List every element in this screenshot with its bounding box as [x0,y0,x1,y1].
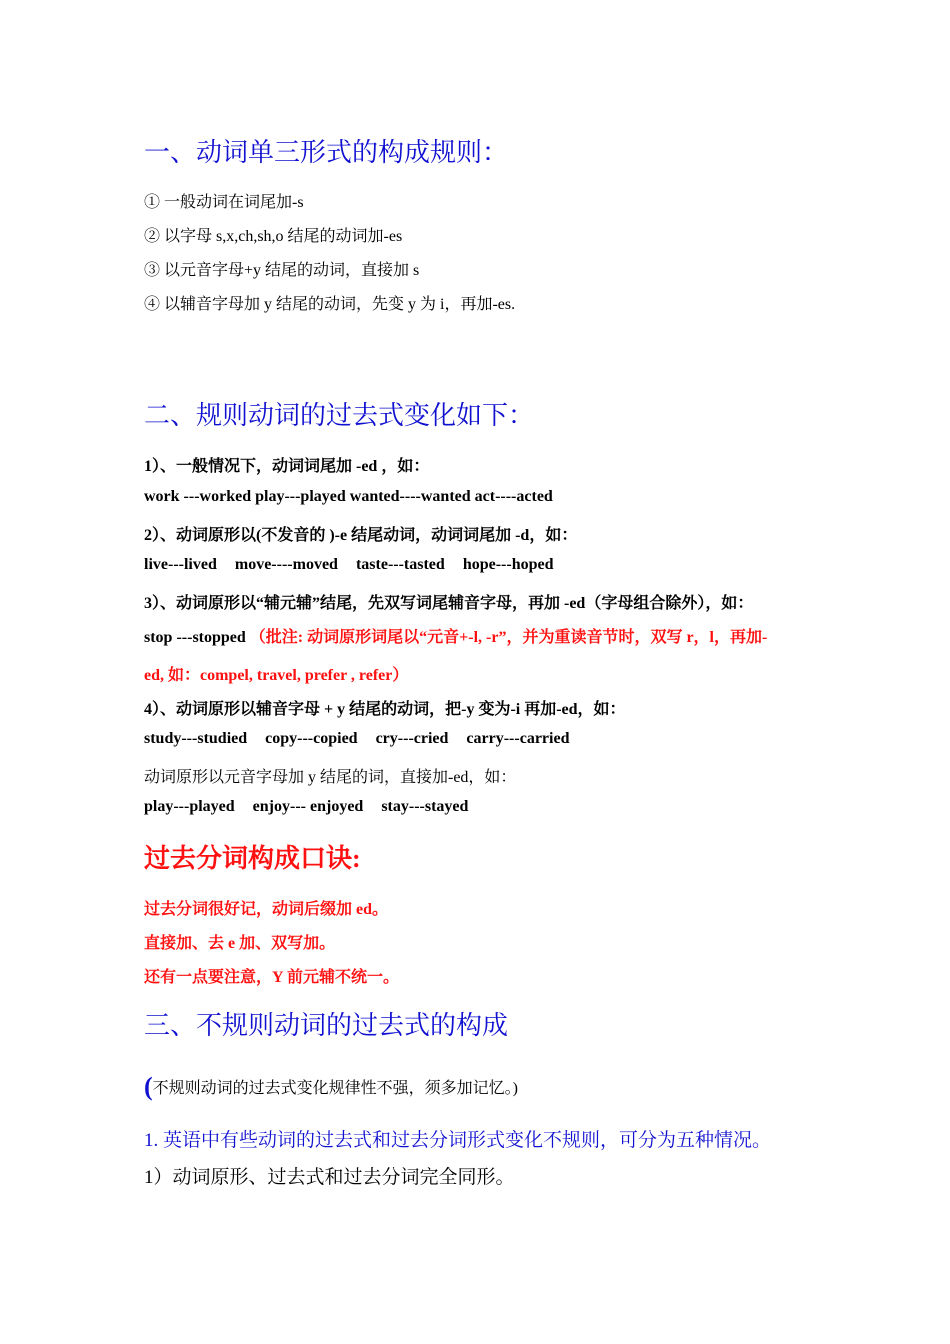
example-line [144,798,468,816]
note-line [144,1072,518,1102]
rule-item: ① 一般动词在词尾加-s [144,194,304,211]
section1-heading: 一、动词单三形式的构成规则： [144,138,509,167]
example-line [144,624,767,647]
example-word: carry---carried [466,730,570,747]
example-word: study---studied [144,730,248,747]
rule-item: ② 以字母 s,x,ch,sh,o 结尾的动词加-es [144,228,403,245]
annotation-note-cont: ed, 如：compel, travel, prefer , refer） [144,667,409,684]
example-line [144,556,554,574]
sub-item: 1）动词原形、过去式和过去分词完全同形。 [144,1167,515,1188]
annotation-note: （批注: 动词原形词尾以“元音+-l, -r”，并为重读音节时，双写 r，l，再加- [249,629,768,646]
rule-text: 3）、动词原形以“辅元辅”结尾，先双写词尾辅音字母，再加 -ed（字母组合除外），如： [144,595,754,612]
example-word: copy---copied [265,730,358,747]
example-word: move----moved [234,556,338,573]
example-line [144,730,569,748]
note-text: 不规则动词的过去式变化规律性不强，须多加记忆。) [152,1080,519,1097]
mnemonic-line: 还有一点要注意，Y 前元辅不统一。 [144,969,399,986]
rule-item: ③ 以元音字母+y 结尾的动词，直接加 s [144,262,420,279]
mnemonic-line: 过去分词很好记，动词后缀加 ed。 [144,901,389,918]
rule-text: 4）、动词原形以辅音字母 + y 结尾的动词，把-y 变为-i 再加-ed，如： [144,701,626,718]
example-word: taste---tasted [355,556,445,573]
mnemonic-line: 直接加、去 e 加、双写加。 [144,935,336,952]
rule-item: ④ 以辅音字母加 y 结尾的动词，先变 y 为 i，再加-es. [144,296,516,313]
rule-text: 动词原形以元音字母加 y 结尾的词，直接加-ed，如： [144,769,517,786]
example-word: enjoy--- enjoyed [252,798,364,815]
example-word: live---lived [144,556,217,573]
note-paren: ( [144,1072,153,1101]
example-word: cry---cried [375,730,449,747]
example-word: play---played [144,798,235,815]
mnemonic-heading: 过去分词构成口诀: [144,844,361,873]
rule-text: 1）、一般情况下，动词词尾加 -ed ，如： [144,458,430,475]
example-line: work ---worked play---played wanted----wanted act----acted [144,488,553,505]
example-word: stay---stayed [381,798,469,815]
section3-heading: 三、不规则动词的过去式的构成 [144,1011,509,1040]
rule-text: 2）、动词原形以(不发音的 )-e 结尾动词，动词词尾加 -d，如： [144,527,578,544]
numbered-item: 1. 英语中有些动词的过去式和过去分词形式变化不规则，可分为五种情况。 [144,1130,772,1151]
example-word: stop ---stopped [144,629,250,646]
section2-heading: 二、规则动词的过去式变化如下： [144,401,535,430]
example-word: hope---hoped [462,556,554,573]
